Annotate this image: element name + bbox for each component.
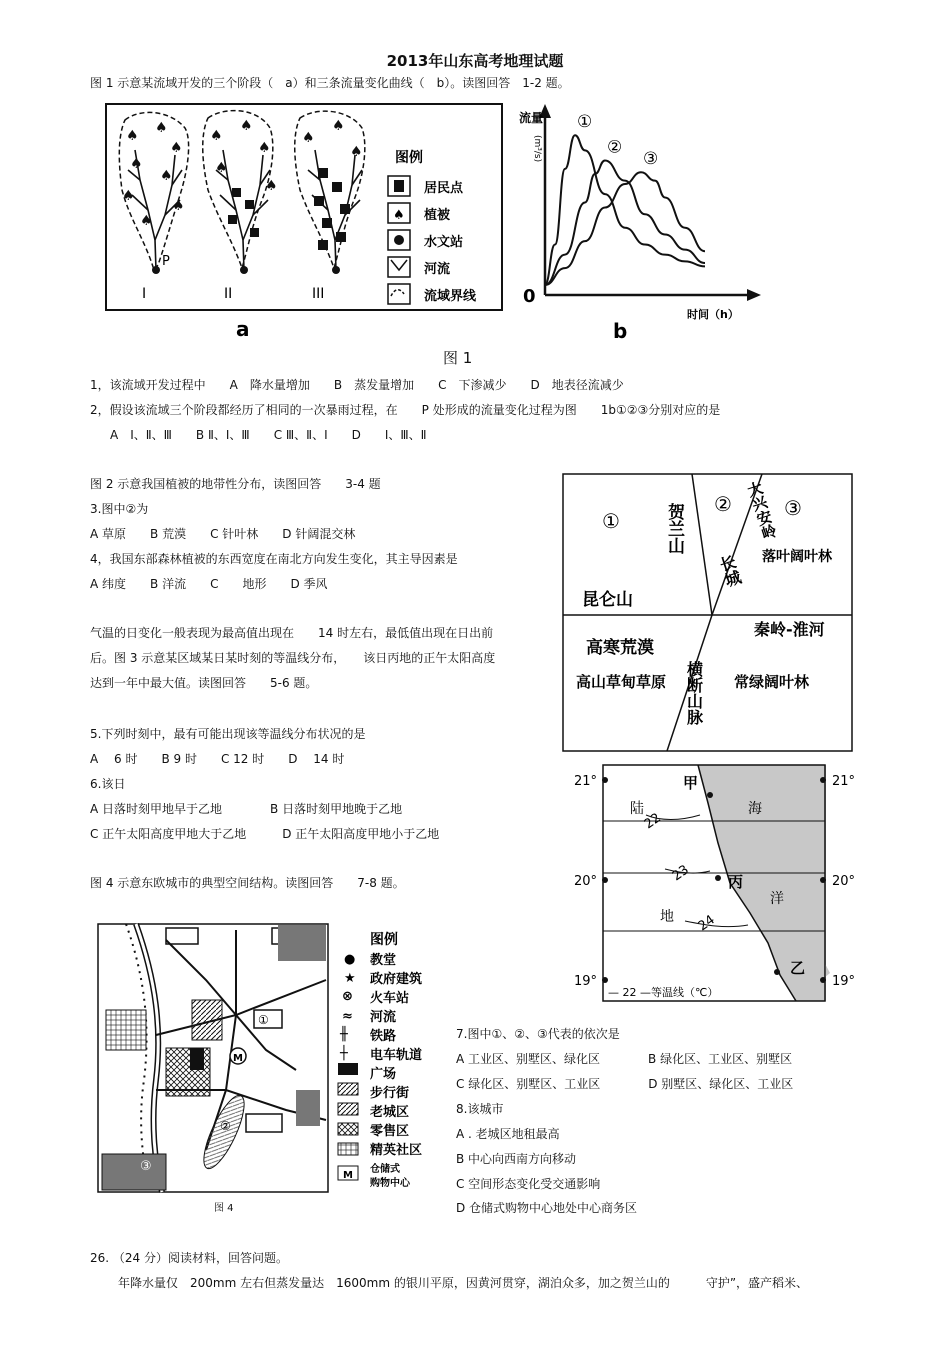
figure-1a	[100, 100, 505, 345]
legend-train-station: 火车站	[370, 991, 410, 1006]
intro-fig4: 图 4 示意东欧城市的典型空间结构。读图回答 7-8 题。	[90, 876, 405, 890]
question-6: 6.该日	[90, 777, 126, 791]
svg-text:┼: ┼	[340, 1046, 348, 1061]
question-2: 2，假设该流域三个阶段都经历了相同的一次暴雨过程，在 P 处形成的流量变化过程为图 1b①②③分别对应的是	[90, 403, 721, 417]
point-yi: 乙	[790, 959, 806, 977]
question-7-options-ab: A 工业区、别墅区、绿化区 B 绿化区、工业区、别墅区	[456, 1052, 793, 1066]
fig3-legend: — 22 —等温线（℃）	[608, 986, 719, 999]
svg-text:♠: ♠	[170, 140, 183, 156]
helan-mountain: 贺兰山	[664, 503, 684, 554]
svg-text:♠: ♠	[160, 168, 173, 184]
y-axis-unit: (m³/s)	[532, 135, 542, 163]
curve-label-1: ①	[577, 112, 593, 133]
svg-text:♠: ♠	[240, 118, 253, 134]
point-jia: 甲	[683, 774, 699, 792]
alpine-meadow: 高山草甸草原	[576, 673, 667, 691]
svg-text:♠: ♠	[130, 156, 143, 172]
question-26-text: 年降水量仅 200mm 左右但蒸发量达 1600mm 的银川平原，因黄河贯穿，湖泊众多，加之贺兰山的 守护”，盛产稻米、	[118, 1276, 809, 1290]
svg-text:⊗: ⊗	[342, 989, 353, 1004]
svg-text:♠: ♠	[215, 160, 228, 176]
fig4-legend-title: 图例	[370, 932, 398, 948]
para-fig3-line3: 达到一年中最大值。读图回答 5-6 题。	[90, 676, 318, 690]
lat-20-left: 20°	[574, 874, 598, 889]
intro-fig2: 图 2 示意我国植被的地带性分布，读图回答 3-4 题	[90, 477, 381, 491]
figure-1b-chart	[515, 90, 765, 345]
zone-1: ①	[602, 509, 620, 533]
legend-river: 河流	[424, 262, 451, 277]
svg-text:♠: ♠	[393, 208, 405, 223]
origin-label: 0	[523, 286, 536, 307]
fig4-caption: 图 4	[214, 1203, 234, 1214]
legend-settlement: 居民点	[424, 181, 464, 196]
svg-text:♠: ♠	[172, 198, 185, 214]
lat-21-right: 21°	[832, 774, 856, 789]
intro-fig1: 图 1 示意某流域开发的三个阶段（ a）和三条流量变化曲线（ b）。读图回答 1-2 题。	[90, 76, 570, 90]
stage-1-label: I	[142, 286, 147, 302]
svg-text:♠: ♠	[332, 118, 345, 134]
stage-3-label: III	[312, 286, 325, 302]
question-8-d: D 仓储式购物中心地处中心商务区	[456, 1201, 638, 1215]
question-5-options: A 6 时 B 9 时 C 12 时 D 14 时	[90, 752, 345, 766]
svg-text:M: M	[343, 1170, 353, 1181]
svg-text:♠: ♠	[258, 140, 271, 156]
zone-3: ③	[784, 496, 802, 520]
x-axis-label: 时间（h）	[687, 308, 739, 321]
page-title: 2013年山东高考地理试题	[386, 52, 564, 70]
legend-vegetation: 植被	[424, 208, 451, 223]
svg-text:≈: ≈	[342, 1009, 353, 1024]
mall-m: M	[233, 1053, 243, 1064]
isotherm-23: 23	[669, 862, 692, 885]
question-8: 8.该城市	[456, 1102, 504, 1116]
para-fig3-line2: 后。图 3 示意某区域某日某时刻的等温线分布， 该日丙地的正午太阳高度	[90, 651, 496, 665]
figure-2-vegetation	[562, 473, 854, 753]
legend-hydro-station: 水文站	[424, 235, 464, 250]
question-8-c: C 空间形态变化受交通影响	[456, 1177, 601, 1191]
zone-2: ②	[714, 492, 732, 516]
label-hai: 海	[748, 801, 762, 817]
fig1-caption: 图 1	[443, 349, 473, 367]
isotherm-22: 22	[641, 810, 664, 833]
legend-government: 政府建筑	[370, 972, 423, 987]
question-5: 5.下列时刻中，最有可能出现该等温线分布状况的是	[90, 727, 366, 741]
svg-text:♠: ♠	[210, 128, 223, 144]
lat-20-right: 20°	[832, 874, 856, 889]
figure-3-isotherms	[570, 763, 865, 1003]
fig1a-label: a	[236, 317, 250, 341]
figure-4-city	[96, 920, 436, 1195]
question-1: 1，该流域开发过程中 A 降水量增加 B 蒸发量增加 C 下渗减少 D 地表径流减少	[90, 378, 624, 392]
question-2-options: A Ⅰ、Ⅱ、Ⅲ B Ⅱ、Ⅰ、Ⅲ C Ⅲ、Ⅱ、Ⅰ D Ⅰ、Ⅲ、Ⅱ	[110, 428, 427, 442]
curve-label-2: ②	[607, 137, 623, 158]
question-6-options-ab: A 日落时刻甲地早于乙地 B 日落时刻甲地晚于乙地	[90, 802, 403, 816]
svg-text:♠: ♠	[350, 144, 363, 160]
legend-retail: 零售区	[370, 1124, 410, 1139]
fig1b-label: b	[613, 319, 628, 343]
p-label: P	[162, 254, 170, 269]
question-3: 3.图中②为	[90, 502, 149, 516]
evergreen-forest: 常绿阔叶林	[734, 673, 810, 691]
label-yang: 洋	[770, 891, 784, 907]
svg-text:♠: ♠	[126, 128, 139, 144]
stage-2-label: II	[224, 286, 233, 302]
svg-text:╫: ╫	[340, 1027, 348, 1042]
zone-2-fig4: ②	[220, 1119, 231, 1133]
zone-3-fig4: ③	[140, 1159, 152, 1174]
legend-boundary: 流域界线	[424, 289, 477, 304]
qinling-huaihe: 秦岭-淮河	[754, 620, 825, 639]
legend-railway: 铁路	[370, 1029, 397, 1044]
legend-pedestrian: 步行街	[370, 1086, 410, 1101]
alpine-desert: 高寒荒漠	[586, 638, 654, 658]
legend-tram: 电车轨道	[370, 1048, 423, 1063]
svg-text:●: ●	[344, 952, 356, 967]
label-lu: 陆	[630, 801, 644, 817]
svg-text:♠: ♠	[140, 213, 153, 229]
deciduous-forest: 落叶阔叶林	[762, 549, 832, 565]
lat-19-left: 19°	[574, 974, 598, 989]
legend-mall: 购物中心	[370, 1178, 410, 1189]
question-4-options: A 纬度 B 洋流 C 地形 D 季风	[90, 577, 328, 591]
y-axis-label: 流量	[519, 111, 544, 125]
question-7-options-cd: C 绿化区、别墅区、工业区 D 别墅区、绿化区、工业区	[456, 1077, 794, 1091]
para-fig3-line1: 气温的日变化一般表现为最高值出现在 14 时左右，最低值出现在日出前	[90, 626, 494, 640]
point-bing: 丙	[728, 873, 744, 891]
legend-warehouse: 仓储式	[370, 1164, 400, 1175]
curve-label-3: ③	[643, 149, 659, 170]
svg-text:♠: ♠	[122, 188, 135, 204]
legend-square: 广场	[370, 1067, 397, 1082]
svg-text:♠: ♠	[265, 178, 278, 194]
hengduan-mountains: 横断山脉	[684, 661, 704, 725]
label-di: 地	[660, 909, 674, 925]
question-8-a: A . 老城区地租最高	[456, 1127, 560, 1141]
lat-19-right: 19°	[832, 974, 856, 989]
svg-text:♠: ♠	[155, 120, 168, 136]
fig1-legend-title: 图例	[395, 150, 423, 166]
flow-curve-1	[545, 135, 705, 285]
question-3-options: A 草原 B 荒漠 C 针叶林 D 针阔混交林	[90, 527, 356, 541]
legend-river-fig4: 河流	[370, 1010, 397, 1025]
question-26: 26. （24 分）阅读材料，回答问题。	[90, 1251, 288, 1265]
daxinganling: 大兴安岭	[743, 479, 780, 542]
legend-elite: 精英社区	[370, 1143, 423, 1158]
question-4: 4，我国东部森林植被的东西宽度在南北方向发生变化，其主导因素是	[90, 552, 458, 566]
question-6-options-cd: C 正午太阳高度甲地大于乙地 D 正午太阳高度甲地小于乙地	[90, 827, 440, 841]
great-wall: 长城	[715, 552, 744, 590]
isotherm-24: 24	[695, 912, 718, 935]
question-8-b: B 中心向西南方向移动	[456, 1152, 577, 1166]
legend-church: 教堂	[370, 953, 397, 968]
legend-old-town: 老城区	[370, 1105, 410, 1120]
lat-21-left: 21°	[574, 774, 598, 789]
svg-text:♠: ♠	[302, 130, 315, 146]
zone-1-fig4: ①	[258, 1013, 269, 1027]
question-7: 7.图中①、②、③代表的依次是	[456, 1027, 620, 1041]
kunlun-mountain: 昆仑山	[582, 590, 633, 610]
svg-text:★: ★	[344, 971, 356, 986]
